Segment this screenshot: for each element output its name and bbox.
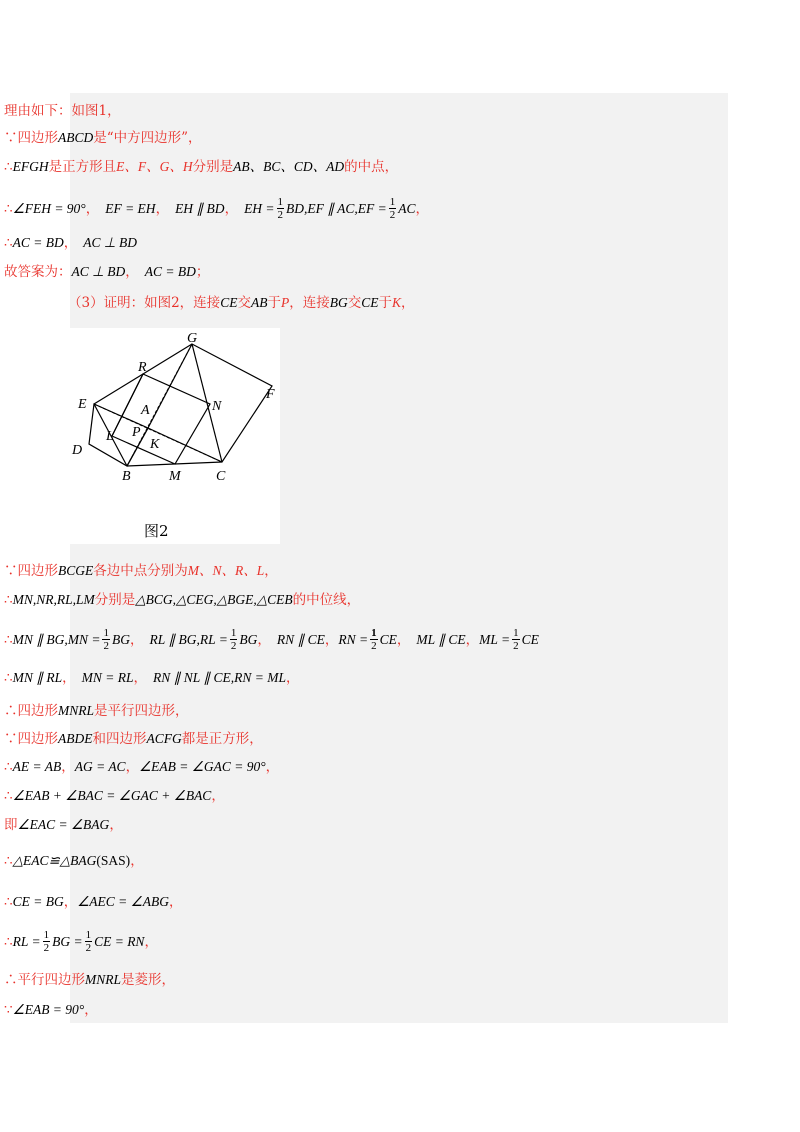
text: 都是正方形， <box>181 731 263 747</box>
text: ， <box>130 853 144 869</box>
math: E、F、G、H <box>116 159 193 174</box>
text: ∴ <box>4 631 13 648</box>
math: ∠EAB = ∠GAC = 90° <box>139 759 266 774</box>
text: ∴ <box>4 759 13 775</box>
math: ACFG <box>146 731 182 746</box>
math: BG <box>239 631 258 647</box>
text: ∴ <box>4 235 13 251</box>
label-r: R <box>138 360 147 375</box>
text: ， <box>396 631 411 648</box>
text: ， <box>109 817 123 833</box>
label-f: F <box>266 387 275 402</box>
text: 和四边形 <box>92 731 147 747</box>
text-line-2 <box>4 127 202 149</box>
math: △EAC≌△BAG <box>12 853 97 868</box>
solution-content-panel <box>70 93 728 1023</box>
text: ， <box>257 631 271 648</box>
text: 的中位线， <box>292 592 361 608</box>
text-line-13 <box>4 728 263 750</box>
math: CE <box>379 631 397 647</box>
denominator: 2 <box>371 640 377 652</box>
denominator: 2 <box>103 640 109 652</box>
math: AC = BD <box>12 235 64 250</box>
math: EF = EH <box>105 200 156 216</box>
math: CE = BG <box>12 894 64 909</box>
text: ， <box>125 264 139 280</box>
text-line-15 <box>4 785 225 807</box>
math: BD,EF ∥ AC,EF = <box>286 200 387 216</box>
text: ， <box>63 235 78 251</box>
denominator: 2 <box>43 942 50 954</box>
text: ， <box>224 200 239 217</box>
text: ， <box>125 759 140 775</box>
label-g: G <box>187 331 198 346</box>
fraction-half <box>389 196 397 221</box>
math: MN = RL <box>81 670 134 685</box>
math: BG <box>329 295 348 310</box>
denominator: 2 <box>230 640 237 652</box>
math: EH ∥ BD <box>175 200 225 216</box>
text-line-3 <box>4 156 398 178</box>
math: MN,NR,RL,LM <box>12 592 95 607</box>
text: 理由如下：如图1， <box>4 103 121 119</box>
math: K <box>391 295 401 310</box>
math: MN ∥ RL <box>12 670 63 685</box>
math: BG = <box>52 933 83 949</box>
fraction-half <box>43 929 51 954</box>
label-m: M <box>169 469 181 484</box>
label-n: N <box>212 399 222 414</box>
math: RN ∥ CE <box>276 631 325 647</box>
math: RL ∥ BG,RL = <box>149 631 228 647</box>
text: ， <box>155 200 170 217</box>
fraction-half <box>230 627 238 652</box>
text: ， <box>144 933 158 950</box>
fraction-half <box>102 627 110 652</box>
denominator: 2 <box>389 209 396 221</box>
text-line-6 <box>4 261 209 283</box>
math: AC <box>398 200 416 216</box>
denominator: 2 <box>277 209 284 221</box>
text: 是“中方四边形”， <box>93 130 202 146</box>
figure-caption: 图2 <box>144 522 169 540</box>
text: 故答案为： <box>4 264 72 280</box>
fraction-half <box>85 929 93 954</box>
math: AC ⊥ BD <box>71 264 126 279</box>
label-b: B <box>122 469 131 484</box>
numerator: 1 <box>277 196 284 208</box>
text: ， <box>400 295 415 311</box>
math: BCGE <box>58 563 94 578</box>
text: ， <box>61 759 75 775</box>
fraction-half-bold <box>370 627 378 652</box>
math: ∠EAB + ∠BAC = ∠GAC + ∠BAC <box>12 788 212 803</box>
text: ； <box>195 264 210 280</box>
text: ， <box>465 631 480 648</box>
text: 交 <box>347 295 362 311</box>
text: 是平行四边形， <box>94 703 189 719</box>
math: ∠EAC = ∠BAG <box>17 817 110 832</box>
math: EH = <box>244 200 275 216</box>
text-line-10 <box>4 627 539 652</box>
text: ， <box>265 759 280 775</box>
fraction-half <box>277 196 285 221</box>
math: MNRL <box>58 703 95 718</box>
text: ∴ <box>4 894 13 910</box>
math: CE <box>361 295 379 310</box>
label-l: L <box>106 429 114 444</box>
text-line-1 <box>4 100 121 122</box>
label-a: A <box>141 403 150 418</box>
text: ， <box>85 200 100 217</box>
text-line-12 <box>4 700 189 722</box>
math: AE = AB <box>12 759 62 774</box>
math: CE <box>521 631 539 647</box>
text: ， <box>62 670 76 686</box>
text: ∴平行四边形 <box>4 972 85 988</box>
math: EFGH <box>12 159 49 174</box>
math: ∠FEH = 90° <box>12 200 86 216</box>
text: ∴ <box>4 159 13 175</box>
geometry-figure-2 <box>70 328 280 544</box>
text-line-16 <box>4 814 123 836</box>
math: MN ∥ BG,MN = <box>12 631 101 647</box>
label-d: D <box>72 443 83 458</box>
text: 于 <box>267 295 281 311</box>
math: AC ⊥ BD <box>83 235 137 250</box>
math: MNRL <box>85 972 122 987</box>
text: ∴ <box>4 200 13 217</box>
text-line-9 <box>4 589 360 611</box>
text: ， <box>169 894 183 910</box>
text: ， <box>415 200 430 217</box>
text: ∴四边形 <box>4 703 58 719</box>
numerator: 1 <box>43 929 50 941</box>
text: 分别是 <box>192 159 234 175</box>
text: 各边中点分别为 <box>93 563 188 579</box>
text: ∴ <box>4 788 13 804</box>
math: RL = <box>12 933 41 949</box>
text: ∵ <box>4 1002 13 1018</box>
text: ， <box>63 894 78 910</box>
math: ∠AEC = ∠ABG <box>77 894 170 909</box>
text-line-7 <box>68 292 414 314</box>
text: ∵四边形 <box>4 130 58 146</box>
math: AG = AC <box>74 759 126 774</box>
text: ∴ <box>4 853 13 869</box>
numerator: 1 <box>371 627 377 639</box>
numerator: 1 <box>85 929 92 941</box>
denominator: 2 <box>513 640 519 652</box>
text: 于 <box>378 295 392 311</box>
numerator: 1 <box>389 196 396 208</box>
text: ， <box>211 788 225 804</box>
label-k: K <box>150 437 160 452</box>
text: ， <box>264 563 278 579</box>
math: ∠EAB = 90° <box>12 1002 85 1017</box>
text: ， <box>133 670 147 686</box>
math: ABCD <box>58 130 94 145</box>
geometry-diagram <box>70 328 280 544</box>
text: 是菱形， <box>121 972 176 988</box>
text: 分别是 <box>94 592 136 608</box>
text-line-18 <box>4 891 183 913</box>
math: △BCG,△CEG,△BGE,△CEB <box>135 592 293 607</box>
math: M、N、R、L <box>187 563 265 578</box>
fraction-half <box>512 627 520 652</box>
text: ∵四边形 <box>4 563 58 579</box>
text: ∴ <box>4 670 13 686</box>
label-c: C <box>216 469 226 484</box>
text: ∴ <box>4 933 13 950</box>
math: CE = RN <box>94 933 145 949</box>
math: ML ∥ CE <box>416 631 466 647</box>
numerator: 1 <box>513 627 519 639</box>
text-line-8 <box>4 560 278 582</box>
text-line-14 <box>4 756 279 778</box>
text: 是正方形且 <box>48 159 117 175</box>
text-line-17 <box>4 850 144 872</box>
text: ， <box>286 670 300 686</box>
math: CE <box>220 295 238 310</box>
numerator: 1 <box>103 627 109 639</box>
math: (SAS) <box>96 853 131 868</box>
text: 交 <box>237 295 251 311</box>
text: ∴ <box>4 592 13 608</box>
text-line-11 <box>4 667 300 689</box>
math: P <box>280 295 290 310</box>
text-line-4 <box>4 196 429 221</box>
text: ， <box>324 631 339 648</box>
text-line-19 <box>4 929 158 954</box>
math: ML = <box>479 631 511 647</box>
text-line-20 <box>4 969 175 991</box>
math: RN ∥ NL ∥ CE,RN = ML <box>152 670 286 685</box>
math: AC = BD <box>144 264 196 279</box>
text-line-21 <box>4 999 98 1021</box>
square-acfg <box>148 344 272 462</box>
label-p: P <box>132 425 141 440</box>
text: ， <box>84 1002 98 1018</box>
text: ∵四边形 <box>4 731 58 747</box>
numerator: 1 <box>230 627 237 639</box>
denominator: 2 <box>85 942 92 954</box>
math: AB、BC、CD、AD <box>233 159 345 174</box>
label-e: E <box>78 397 87 412</box>
math: AB <box>250 295 268 310</box>
text: ， <box>129 631 144 648</box>
math: RN = <box>338 631 369 647</box>
text: 的中点， <box>344 159 399 175</box>
text: （3）证明：如图2，连接 <box>68 295 221 311</box>
math: BG <box>111 631 130 647</box>
text: 即 <box>4 817 18 833</box>
text: ，连接 <box>289 295 330 311</box>
text-line-5 <box>4 232 137 254</box>
math: ABDE <box>58 731 93 746</box>
